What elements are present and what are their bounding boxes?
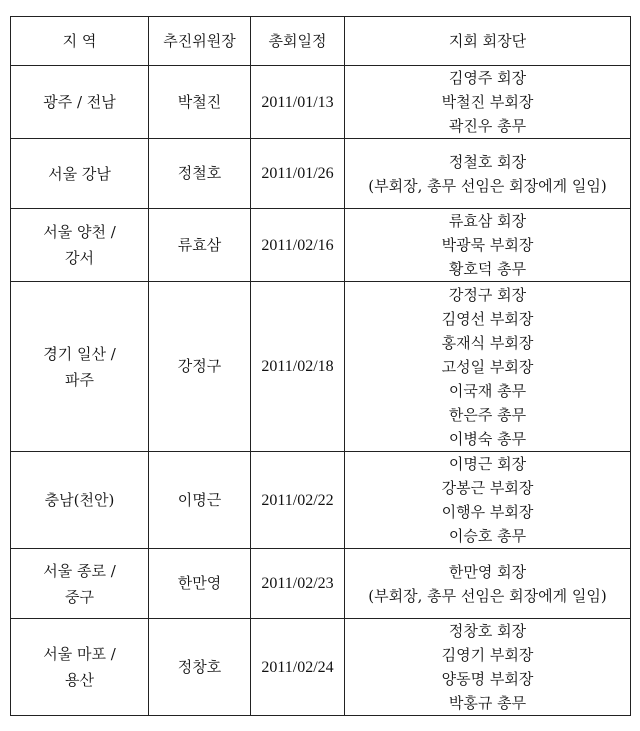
- officer-entry: 강봉근 부회장: [441, 479, 534, 497]
- officers-cell: [345, 209, 631, 282]
- officer-entry: 홍재식 부회장: [441, 333, 534, 352]
- officer-entry: (부회장, 총무 선임은 회장에게 일임): [368, 586, 607, 605]
- officers-cell: [345, 549, 631, 619]
- officers-cell: [345, 139, 631, 209]
- header-officers: 지회 회장단: [345, 17, 631, 66]
- chair-cell: 류효삼: [149, 209, 251, 282]
- officers-cell: [345, 452, 631, 549]
- meeting-date-cell: 2011/02/24: [251, 619, 345, 716]
- officer-entry: 김영주 회장: [448, 69, 527, 87]
- officer-entry: 정철호 회장: [448, 152, 527, 171]
- meeting-date-cell: 2011/01/26: [251, 139, 345, 209]
- region-cell: [11, 139, 149, 209]
- meeting-date-cell: 2011/02/22: [251, 452, 345, 549]
- table-row: [11, 549, 631, 619]
- meeting-date-cell: 2011/02/18: [251, 282, 345, 452]
- chair-cell: 강정구: [149, 282, 251, 452]
- region-line: 서울 종로 /: [43, 561, 116, 580]
- chair-cell: 박철진: [149, 66, 251, 139]
- chair-cell: 정철호: [149, 139, 251, 209]
- table-row: [11, 452, 631, 549]
- officer-entry: 고성일 부회장: [441, 357, 534, 376]
- officers-cell: [345, 66, 631, 139]
- header-region: 지 역: [11, 17, 149, 66]
- meeting-date-cell: 2011/01/13: [251, 66, 345, 139]
- officer-entry: 황호덕 총무: [448, 260, 527, 278]
- region-line: 서울 마포 /: [43, 645, 116, 663]
- table-row: [11, 66, 631, 139]
- region-cell: [11, 619, 149, 716]
- meeting-date-cell: 2011/02/23: [251, 549, 345, 619]
- officer-entry: 이병숙 총무: [448, 429, 527, 448]
- region-cell: [11, 452, 149, 549]
- table-row: [11, 209, 631, 282]
- officer-entry: 박철진 부회장: [441, 93, 534, 111]
- officer-entry: 양동명 부회장: [441, 670, 534, 688]
- officer-entry: 이국재 총무: [448, 381, 527, 400]
- table-row: [11, 619, 631, 716]
- region-line: 광주 / 전남: [43, 93, 116, 111]
- officer-entry: 강정구 회장: [448, 285, 527, 304]
- region-line: 경기 일산 /: [43, 344, 116, 363]
- region-line: 서울 양천 /: [43, 223, 116, 241]
- region-line: 중구: [65, 587, 94, 606]
- region-cell: [11, 282, 149, 452]
- officer-entry: 김영선 부회장: [441, 309, 534, 328]
- officer-entry: (부회장, 총무 선임은 회장에게 일임): [368, 176, 607, 195]
- officers-cell: [345, 619, 631, 716]
- region-cell: [11, 549, 149, 619]
- officer-entry: 류효삼 회장: [448, 212, 527, 230]
- region-line: 용산: [65, 671, 94, 689]
- meeting-date-cell: 2011/02/16: [251, 209, 345, 282]
- header-meeting-date: 총회일정: [251, 17, 345, 66]
- officer-entry: 박광묵 부회장: [441, 236, 534, 254]
- region-cell: [11, 66, 149, 139]
- officers-cell: [345, 282, 631, 452]
- region-cell: [11, 209, 149, 282]
- region-line: 파주: [65, 370, 94, 389]
- officer-entry: 이승호 총무: [448, 527, 527, 545]
- officer-entry: 정창호 회장: [448, 622, 527, 640]
- chair-cell: 이명근: [149, 452, 251, 549]
- chair-cell: 정창호: [149, 619, 251, 716]
- table-row: [11, 139, 631, 209]
- header-chair: 추진위원장: [149, 17, 251, 66]
- region-line: 강서: [65, 249, 94, 267]
- region-line: 서울 강남: [48, 164, 111, 183]
- region-line: 충남(천안): [44, 491, 115, 509]
- officer-entry: 박홍규 총무: [448, 694, 527, 712]
- header-row: [11, 17, 631, 66]
- officer-entry: 한은주 총무: [448, 405, 527, 424]
- officer-entry: 김영기 부회장: [441, 646, 534, 664]
- chair-cell: 한만영: [149, 549, 251, 619]
- branch-officers-table: [10, 16, 631, 716]
- officer-entry: 이행우 부회장: [441, 503, 534, 521]
- officer-entry: 한만영 회장: [448, 562, 527, 581]
- officer-entry: 곽진우 총무: [448, 117, 527, 135]
- table-row: [11, 282, 631, 452]
- officer-entry: 이명근 회장: [448, 455, 527, 473]
